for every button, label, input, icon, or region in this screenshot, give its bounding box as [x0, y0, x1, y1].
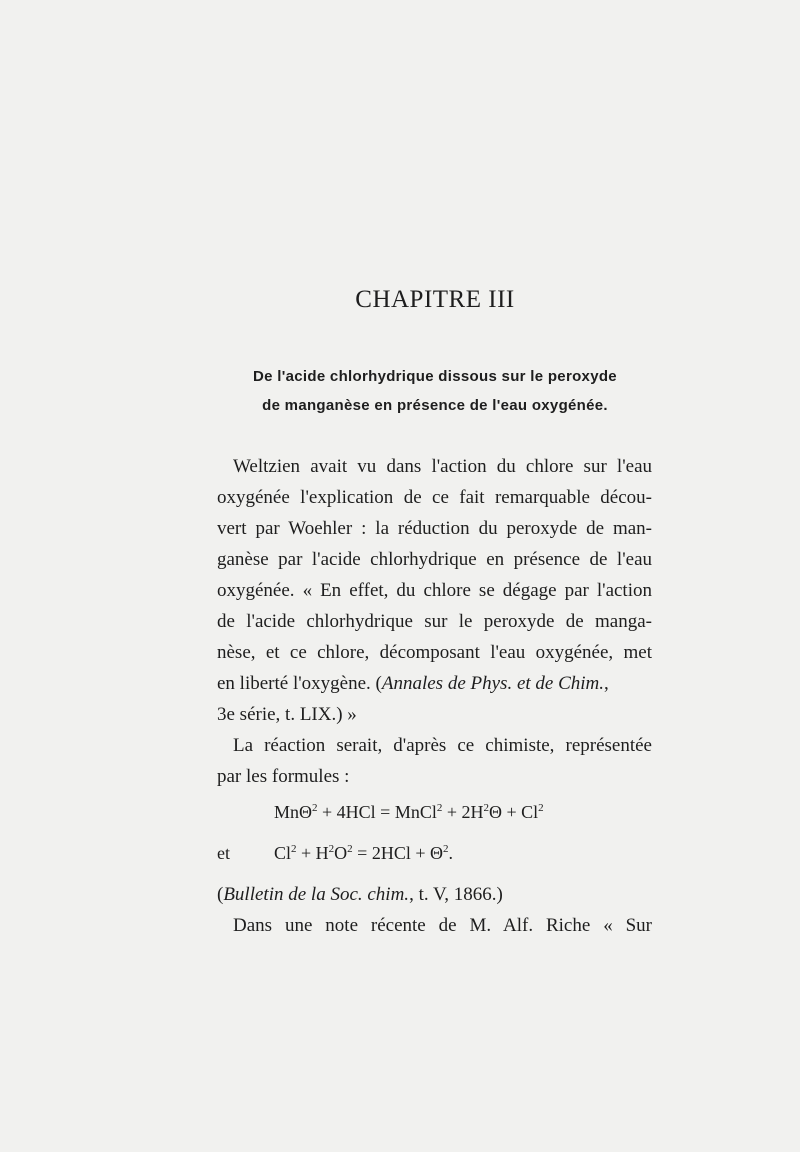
- paragraph-line-1: Weltzien avait vu dans l'action du chlore sur l'eau: [233, 456, 652, 477]
- formula1-part-b: + 4HCl = MnCl: [317, 802, 437, 822]
- formula1-part-d: Θ + Cl: [489, 802, 539, 822]
- paragraph2-line-2: par les formules :: [217, 766, 350, 787]
- paragraph-line-9: 3e série, t. LIX.) »: [217, 704, 357, 725]
- paragraph-line-7: nèse, et ce chlore, décomposant l'eau oxygénée, met: [217, 642, 652, 663]
- formula2-part-e: .: [448, 843, 453, 863]
- subtitle-line-2: de manganèse en présence de l'eau oxygénée.: [262, 397, 608, 414]
- formula2-sup-c: 2: [347, 843, 353, 855]
- bulletin-citation-line: [217, 884, 652, 906]
- paragraph-line-2: oxygénée l'explication de ce fait remarquable décou-: [217, 487, 652, 508]
- formula2-part-a: Cl: [274, 843, 292, 863]
- formula2-part-d: = 2HCl + Θ: [352, 843, 443, 863]
- formula-1: [274, 802, 544, 823]
- formula1-part-a: MnΘ: [274, 802, 313, 822]
- formula1-sup-c: 2: [483, 802, 489, 814]
- paragraph2-line-1: La réaction serait, d'après ce chimiste, représentée: [233, 735, 652, 756]
- last-line: Dans une note récente de M. Alf. Riche « Sur: [233, 915, 652, 936]
- formula2-sup-d: 2: [442, 843, 449, 855]
- formula-2-conjunction: et: [217, 843, 230, 863]
- chapter-title: CHAPITRE III: [355, 286, 515, 313]
- line8-start: en liberté l'oxygène. (: [217, 673, 382, 694]
- formula-2: [274, 843, 453, 864]
- formula1-part-c: + 2H: [442, 802, 484, 822]
- bulletin-open: (: [217, 884, 224, 905]
- annales-citation: Annales de Phys. et de Chim.: [381, 673, 605, 694]
- formula2-part-b: + H: [296, 843, 329, 863]
- paragraph-line-4: ganèse par l'acide chlorhydrique en présence de l'eau: [217, 549, 652, 570]
- paragraph-line-5: oxygénée. « En effet, du chlore se dégage par l'action: [217, 580, 652, 601]
- bulletin-rest: , t. V, 1866.): [409, 884, 503, 905]
- formula2-sup-a: 2: [291, 843, 297, 855]
- paragraph-line-8: [217, 673, 652, 695]
- formula1-sup-d: 2: [538, 802, 544, 814]
- bulletin-citation: Bulletin de la Soc. chim.: [223, 884, 410, 905]
- formula2-part-c: O: [334, 843, 348, 863]
- formula1-sup-b: 2: [436, 802, 443, 814]
- formula1-sup-a: 2: [312, 802, 318, 814]
- paragraph-line-6: de l'acide chlorhydrique sur le peroxyde de manga-: [217, 611, 652, 632]
- paragraph-line-3: vert par Woehler : la réduction du peroxyde de man-: [217, 518, 652, 539]
- subtitle-line-1: De l'acide chlorhydrique dissous sur le peroxyde: [253, 368, 617, 385]
- line8-end: ,: [604, 673, 609, 694]
- formula2-sup-b: 2: [328, 843, 335, 855]
